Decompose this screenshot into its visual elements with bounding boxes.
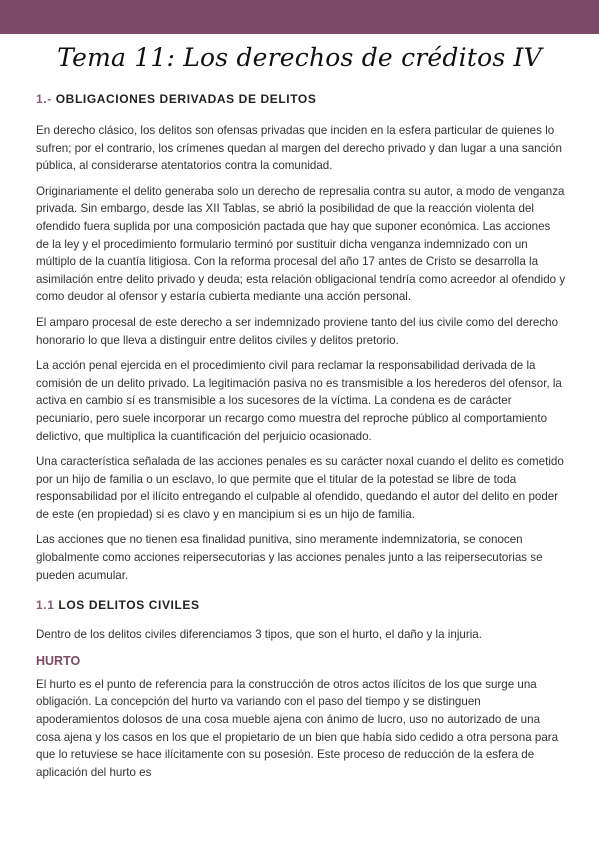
subheading-hurto: HURTO <box>36 653 81 668</box>
paragraph: Una característica señalada de las acciones penales es su carácter noxal cuando el delito es cometido por un hijo de familia o un esclavo, lo que permite que el titular de la potestad se libre de toda responsabilidad por el ilícito entregando el culpable al ofendido, quedando el autor del delito en poder de este (en propiedad) si es clavo y en mancipium si es un hijo de familia. <box>36 455 564 521</box>
paragraph: El amparo procesal de este derecho a ser indemnizado proviene tanto del ius civile como del derecho honorario lo que lleva a distinguir entre delitos civiles y delitos pretorio. <box>36 315 559 347</box>
paragraph: Las acciones que no tienen esa finalidad punitiva, sino meramente indemnizatoria, se conocen globalmente como acciones reipersecutorias y las acciones penales junto a las reipersecutorias se pueden acumular. <box>36 533 543 582</box>
paragraph: Originariamente el delito generaba solo un derecho de represalia contra su autor, a modo de venganza privada. Sin embargo, desde las XII Tablas, se abrió la posibilidad de que la reacción violenta del ofendido fuera suplida por una composición pactada que hay que suponer económica. Las acciones de la ley y el procedimiento formulario terminó por sustituir dicha venganza indemnizado con un múltiplo de la cuantía litigiosa. Con la reforma procesal del año 17 antes de Cristo se desarrolla la asimilación entre delito privado y deuda; esta relación obligacional tendría como acreedor al ofendido y como deudor al ofensor y estaría cubierta mediante una acción personal. <box>36 184 566 304</box>
paragraph: En derecho clásico, los delitos son ofensas privadas que inciden en la esfera particular de quienes lo sufren; por el contrario, los crímenes quedan al margen del derecho privado y dan lugar a una sanción pública, al considerarse atentatorios contra la comunidad. <box>36 124 562 173</box>
section-number: 1.- <box>36 92 52 106</box>
document-title: Tema 11: Los derechos de créditos IV <box>57 43 542 72</box>
subsection-number: 1.1 <box>36 598 55 613</box>
document-body <box>36 90 566 789</box>
section-title: OBLIGACIONES DERIVADAS DE DELITOS <box>55 92 317 106</box>
section-heading <box>36 90 566 108</box>
paragraph: El hurto es el punto de referencia para la construcción de otros actos ilícitos de los que surge una obligación. La concepción del hurto va variando con el paso del tiempo y se distinguen apoderamientos dolosos de una cosa mueble ajena con ánimo de lucro, uso no autorizado de una cosa ajena y los casos en los que el propietario de un bien que había sido cedido a otra persona para que lo retuviese se hace ilícitamente con su posesión. Este proceso de reducción de la esfera de aplicación del hurto es <box>36 677 559 779</box>
paragraph: La acción penal ejercida en el procedimiento civil para reclamar la responsabilidad derivada de la comisión de un delito privado. La legitimación pasiva no es transmisible a los herederos del ofensor, la activa en cambio sí es transmisible a los sucesores de la víctima. La condena es de carácter pecuniario, pero suele incorporar un recargo como muestra del reproche público al comportamiento delictivo, que multiplica la cuantificación del perjuicio ocasionado. <box>36 359 562 443</box>
subsection-heading <box>36 596 566 614</box>
subsection-title: LOS DELITOS CIVILES <box>58 598 200 613</box>
header-band <box>0 0 599 34</box>
paragraph: Dentro de los delitos civiles diferenciamos 3 tipos, que son el hurto, el daño y la injuria. <box>36 628 482 642</box>
